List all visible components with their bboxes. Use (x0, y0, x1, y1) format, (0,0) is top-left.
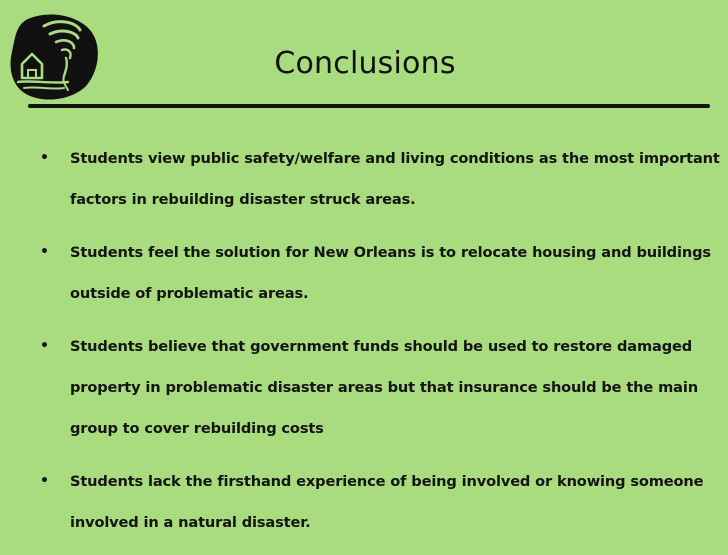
bullet-dot-icon: • (40, 150, 49, 166)
bullet-text-line: Students believe that government funds should be used to restore damaged (70, 338, 693, 355)
bullet-text-line: group to cover rebuilding costs (70, 420, 324, 437)
bullet-dot-icon: • (40, 473, 49, 489)
bullet-item (40, 461, 704, 543)
page-title: Conclusions (274, 46, 456, 81)
bullet-text-line: factors in rebuilding disaster struck areas. (70, 191, 416, 208)
bullet-list (40, 138, 720, 555)
bullet-text-line: Students lack the firsthand experience of being involved or knowing someone (70, 473, 704, 490)
bullet-text-line: Students feel the solution for New Orleans is to relocate housing and buildings (70, 244, 711, 261)
bullet-text-line: property in problematic disaster areas but that insurance should be the main (70, 379, 698, 396)
bullet-text-line: Students view public safety/welfare and living conditions as the most important (70, 150, 720, 167)
title-divider (28, 104, 710, 108)
bullet-dot-icon: • (40, 338, 49, 354)
bullet-text-line: involved in a natural disaster. (70, 514, 311, 531)
bullet-item (40, 138, 720, 220)
bullet-dot-icon: • (40, 244, 49, 260)
bullet-text-line: outside of problematic areas. (70, 285, 309, 302)
bullet-item (40, 232, 711, 314)
bullet-item (40, 326, 698, 449)
